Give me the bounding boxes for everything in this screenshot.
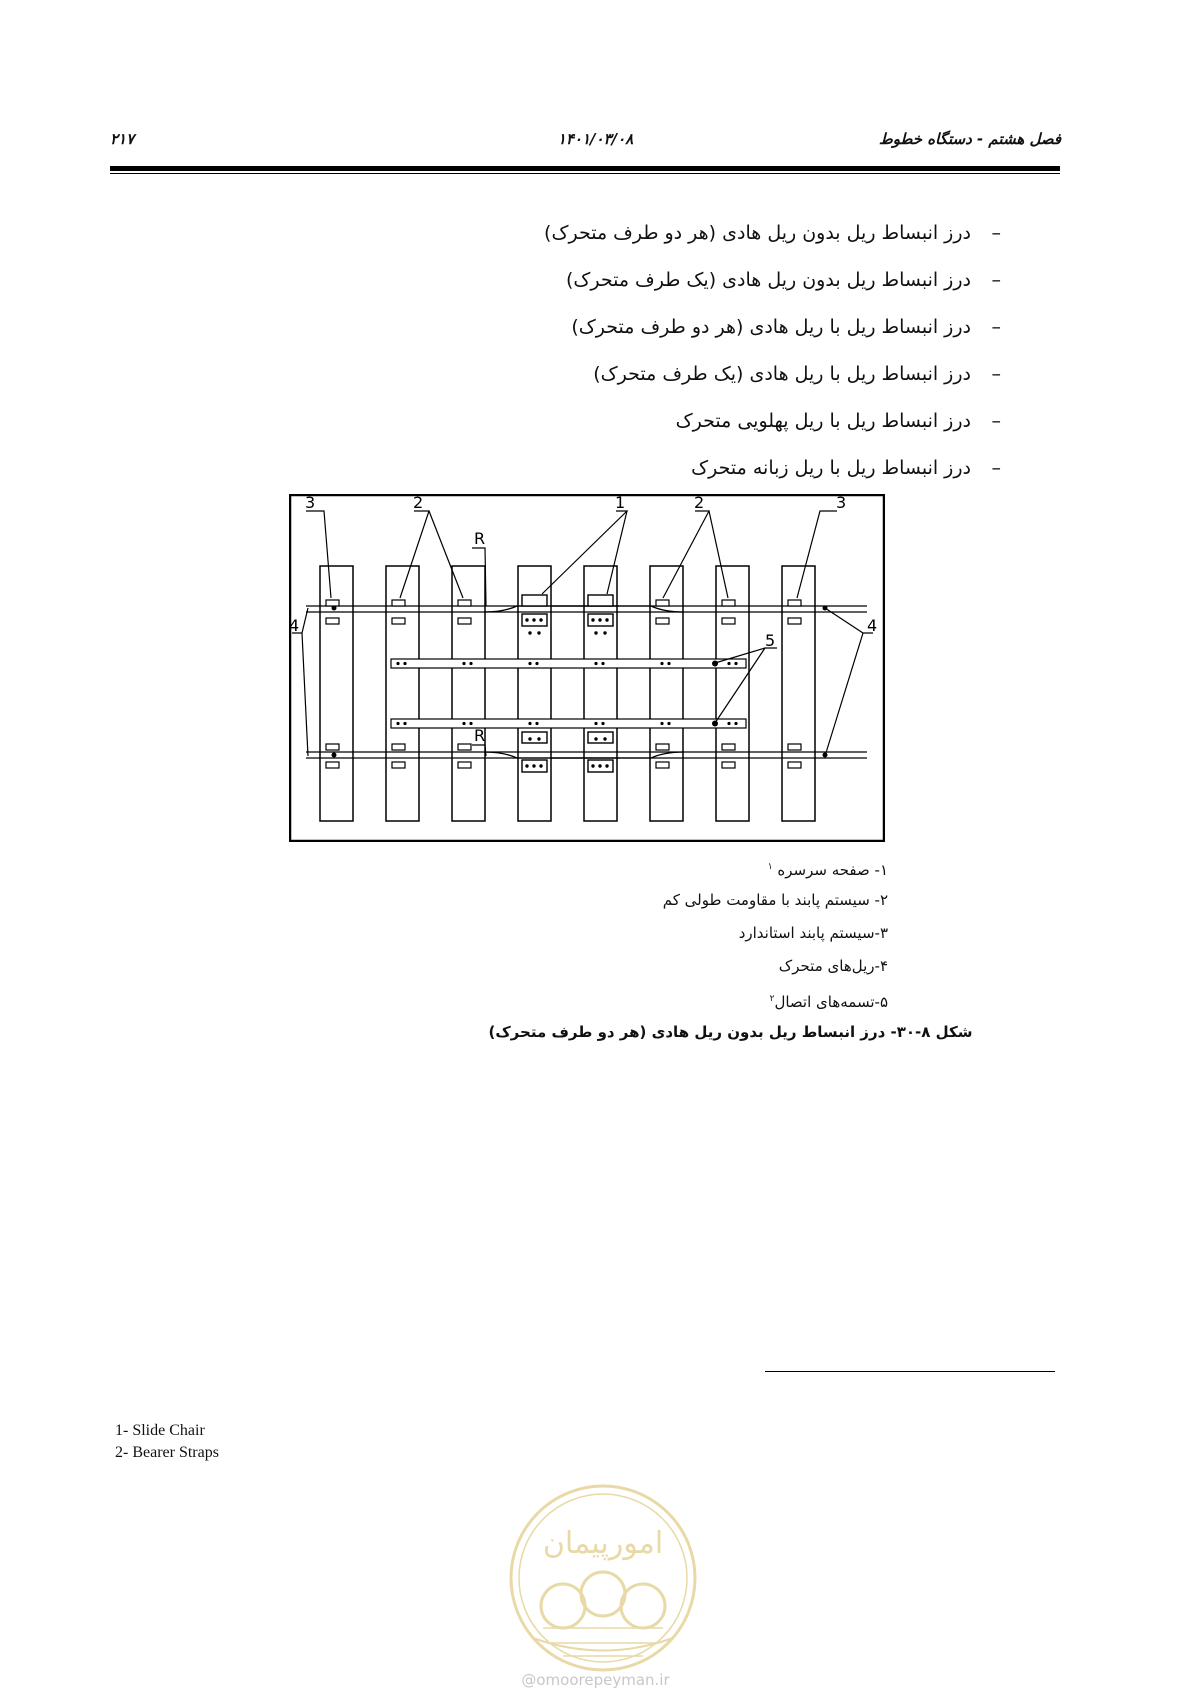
bearer-straps [391,659,746,728]
callout-5: 5 [765,631,776,650]
callout-3: 3 [836,494,847,512]
bullet-marker: – [991,410,1001,432]
strap-bolts [396,662,737,725]
bullet-marker: – [991,363,1001,385]
rails [306,606,867,758]
seal-text: امورپیمان [542,1526,664,1561]
list-item: –درز انبساط ریل بدون ریل هادی (یک طرف متحرک) [565,269,1001,291]
bearer-strap [391,719,746,728]
legend-item: ۵-تسمه‌های اتصال$^۲$ [769,993,888,1011]
joint-type-list [544,222,1001,504]
bearer-strap [391,659,746,668]
expansion-joint-figure [289,494,885,842]
callout-4: 4 [289,616,300,635]
chapter-title: فصل هشتم - دستگاه خطوط [878,130,1061,148]
legend-item: ۱- صفحه سرسره $^۱$ [767,861,888,879]
legend-item: ۲- سیستم پابند با مقاومت طولی کم [662,891,888,909]
footnote: 1- Slide Chair [115,1422,205,1439]
figure-caption: شکل ۸-۳۰- درز انبساط ریل بدون ریل هادی (هر دو طرف متحرک) [488,1023,973,1041]
footnote-marker: ۲ [769,994,775,1004]
list-item: –درز انبساط ریل با ریل پهلویی متحرک [675,410,1001,432]
callout-3: 3 [305,494,316,512]
bullet-marker: – [991,316,1001,338]
header-date: ۱۴۰۱/۰۳/۰۸ [557,130,634,148]
chair-bolts [332,606,828,768]
bullet-marker: – [991,222,1001,244]
fastening-clips [326,600,801,768]
footnote-marker: ۱ [767,862,773,872]
footnote-separator [765,1371,1055,1372]
header-rule-thick [110,166,1060,171]
legend-item: ۳-سیستم پابند استاندارد [738,924,888,942]
list-item: –درز انبساط ریل بدون ریل هادی (هر دو طرف متحرک) [544,222,1001,244]
bullet-marker: – [991,457,1001,479]
list-item: –درز انبساط ریل با ریل زبانه متحرک [691,457,1001,479]
bullet-marker: – [991,269,1001,291]
footnote: 2- Bearer Straps [115,1444,219,1461]
list-item: –درز انبساط ریل با ریل هادی (هر دو طرف متحرک) [571,316,1001,338]
page-number: ۲۱۷ [110,130,135,148]
callout-r: R [474,529,486,548]
watermark-url: @omoorepeyman.ir [521,1671,670,1689]
watermark-seal-logo [503,1478,703,1678]
header-rule-thin [110,173,1060,174]
callout-2: 2 [694,494,705,512]
callout-1: 1 [615,494,626,512]
legend-item: ۴-ریل‌های متحرک [778,957,888,975]
figure-legend [663,858,888,1023]
callout-2: 2 [413,494,424,512]
list-item: –درز انبساط ریل با ریل هادی (یک طرف متحرک) [593,363,1001,385]
footnotes [115,1420,219,1464]
callout-4: 4 [867,616,878,635]
callout-r: R [474,726,486,745]
